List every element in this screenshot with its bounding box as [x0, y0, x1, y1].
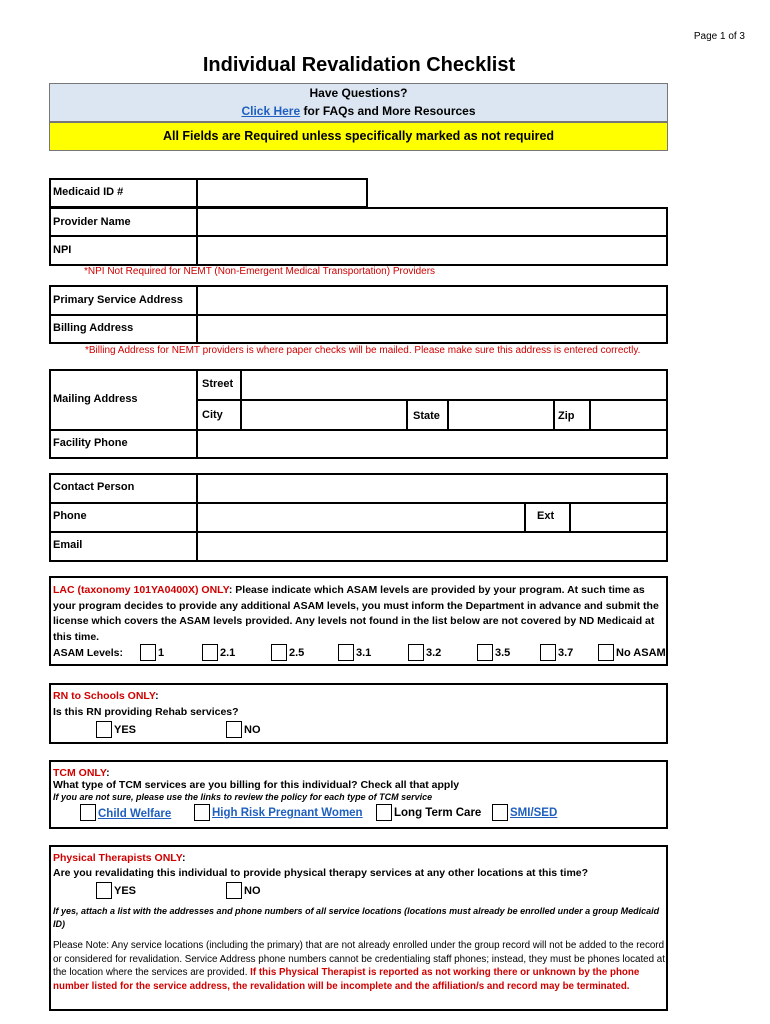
city-input[interactable]: [242, 401, 406, 429]
medicaid-id-label: Medicaid ID #: [53, 186, 124, 198]
ext-label: Ext: [537, 510, 555, 522]
asam-label-no-asam: No ASAM: [616, 647, 666, 659]
page-number: Page 1 of 3: [693, 31, 745, 42]
asam-label-1: 1: [158, 647, 165, 659]
phone-label: Phone: [53, 510, 87, 522]
tcm-long-term-care-label: Long Term Care: [394, 807, 482, 819]
pt-prefix: Physical Therapists ONLY:: [53, 852, 186, 864]
pt-no-checkbox[interactable]: [226, 882, 242, 899]
tcm-smi-sed-link[interactable]: SMI/SED: [510, 807, 558, 819]
pt-no-label: NO: [244, 885, 261, 897]
npi-label: NPI: [53, 244, 72, 256]
contact-person-label: Contact Person: [53, 481, 135, 493]
billing-note: *Billing Address for NEMT providers is where paper checks will be mailed. Please make sure this address is entered correctly.: [85, 345, 641, 356]
email-label: Email: [53, 539, 83, 551]
resources-text: for FAQs and More Resources: [300, 104, 476, 118]
pt-question: Are you revalidating this individual to provide physical therapy services at any other locations at this time?: [53, 867, 589, 879]
asam-checkbox-2-5[interactable]: [271, 644, 287, 661]
mailing-address-label: Mailing Address: [53, 393, 138, 405]
click-here-link[interactable]: Click Here: [241, 104, 301, 118]
page-title: Individual Revalidation Checklist: [202, 54, 516, 76]
rn-no-label: NO: [244, 724, 261, 736]
provider-name-input[interactable]: [198, 209, 666, 235]
tcm-smi-sed-checkbox[interactable]: [492, 804, 508, 821]
questions-banner: [49, 83, 668, 122]
state-input[interactable]: [449, 401, 553, 429]
asam-checkbox-3-7[interactable]: [540, 644, 556, 661]
ext-input[interactable]: [571, 504, 666, 531]
phone-input[interactable]: [198, 504, 524, 531]
state-label: State: [413, 410, 440, 422]
primary-address-label: Primary Service Address: [53, 294, 183, 306]
city-label: City: [202, 409, 223, 421]
medicaid-id-input[interactable]: [198, 180, 366, 206]
asam-label-3-2: 3.2: [426, 647, 442, 659]
zip-input[interactable]: [591, 401, 666, 429]
billing-address-label: Billing Address: [53, 322, 134, 334]
lac-prefix: LAC (taxonomy 101YA0400X) ONLY: [53, 584, 229, 596]
tcm-child-welfare-link[interactable]: Child Welfare: [98, 808, 172, 820]
pt-warning: If this Physical Therapist is reported as not working there or unknown by the phone number listed for the service address, the revalidation will be incomplete and the affiliation/s and record may be terminated.: [53, 967, 640, 992]
asam-label-3-7: 3.7: [558, 647, 574, 659]
pt-yes-checkbox[interactable]: [96, 882, 112, 899]
asam-label-2-1: 2.1: [220, 647, 236, 659]
npi-input[interactable]: [198, 237, 666, 264]
street-label: Street: [202, 378, 234, 390]
rn-question: Is this RN providing Rehab services?: [53, 706, 239, 718]
asam-checkbox-2-1[interactable]: [202, 644, 218, 661]
asam-label-2-5: 2.5: [289, 647, 305, 659]
tcm-long-term-care-checkbox[interactable]: [376, 804, 392, 821]
contact-person-input[interactable]: [198, 475, 666, 502]
rn-no-checkbox[interactable]: [226, 721, 242, 738]
required-notice: All Fields are Required unless specifically marked as not required: [49, 122, 668, 151]
street-input[interactable]: [242, 371, 666, 399]
asam-label-3-5: 3.5: [495, 647, 511, 659]
tcm-prefix: TCM ONLY:: [53, 767, 110, 779]
email-input[interactable]: [198, 533, 666, 560]
tcm-high-risk-link[interactable]: High Risk Pregnant Women: [212, 807, 363, 819]
pt-attach-note: If yes, attach a list with the addresses and phone numbers of all service locations (locations must already be enrolled under a group Medicaid ID): [53, 906, 660, 929]
rn-prefix: RN to Schools ONLY:: [53, 690, 159, 702]
npi-note: *NPI Not Required for NEMT (Non-Emergent Medical Transportation) Providers: [84, 266, 436, 277]
lac-text: : Please indicate which ASAM levels are provided by your program. At such time as your program decides to provide any additional ASAM levels, you must inform the Department in advance and submit the license which covers the ASAM levels provided. Any levels not found in the list below are not covered by ND Medicaid at this time.: [53, 584, 659, 643]
lac-paragraph: [53, 583, 663, 645]
pt-yes-label: YES: [114, 885, 137, 897]
tcm-question: What type of TCM services are you billing for this individual? Check all that apply: [53, 779, 460, 791]
asam-checkbox-3-2[interactable]: [408, 644, 424, 661]
tcm-child-welfare-checkbox[interactable]: [80, 804, 96, 821]
pt-please-note: Please Note: Any service locations (including the primary) that are not already enrolled under the group record will not be added to the record or considered for revalidation. Service Address phone numbers cannot be credentialing staff phones; instead, they must be phones located at the location where the services are provided. If this Physical Therapist is reported as not working there or unknown by the phone number listed for the service address, the revalidation will be incomplete and the affiliation/s and record may be terminated.: [53, 940, 665, 992]
questions-heading: Have Questions?: [309, 86, 408, 100]
rn-yes-label: YES: [114, 724, 137, 736]
provider-name-label: Provider Name: [53, 216, 131, 228]
billing-address-input[interactable]: [198, 316, 666, 342]
tcm-hint: If you are not sure, please use the links to review the policy for each type of TCM service: [53, 792, 433, 802]
asam-label-3-1: 3.1: [356, 647, 372, 659]
rn-yes-checkbox[interactable]: [96, 721, 112, 738]
facility-phone-input[interactable]: [198, 431, 666, 457]
asam-checkbox-no-asam[interactable]: [598, 644, 614, 661]
asam-checkbox-3-5[interactable]: [477, 644, 493, 661]
asam-levels-label: ASAM Levels:: [53, 647, 124, 659]
primary-address-input[interactable]: [198, 287, 666, 314]
tcm-high-risk-checkbox[interactable]: [194, 804, 210, 821]
facility-phone-label: Facility Phone: [53, 437, 128, 449]
asam-checkbox-1[interactable]: [140, 644, 156, 661]
zip-label: Zip: [558, 410, 575, 422]
asam-checkbox-3-1[interactable]: [338, 644, 354, 661]
